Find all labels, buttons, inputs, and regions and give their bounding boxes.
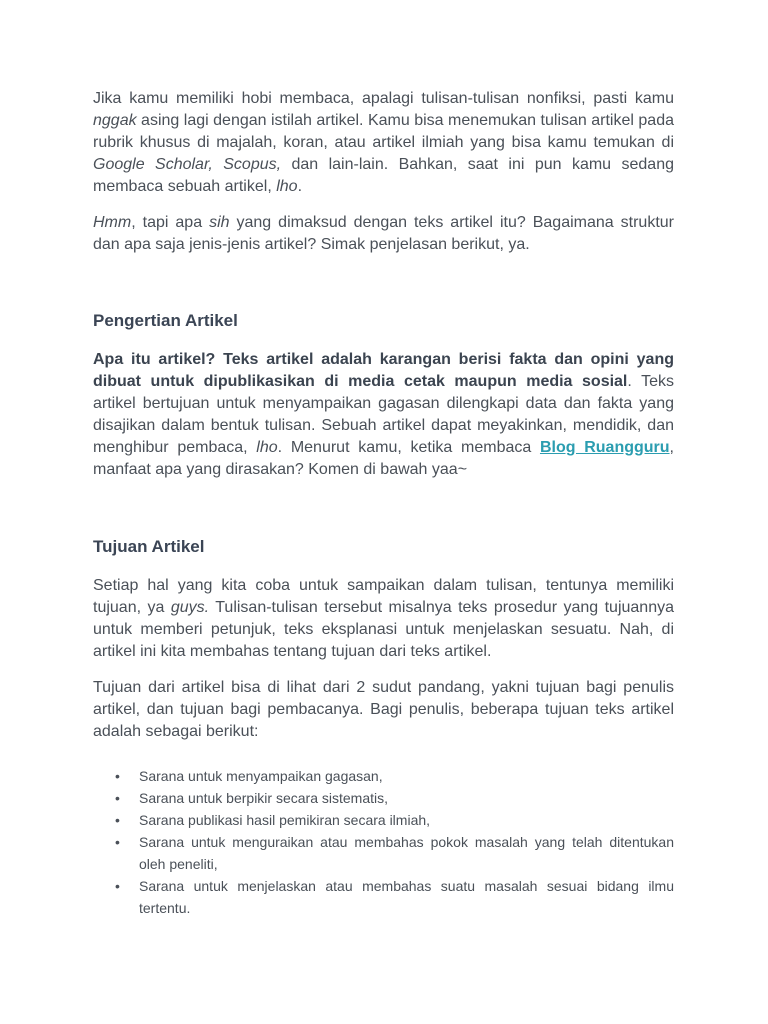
- italic-text: guys.: [170, 599, 210, 616]
- list-item: [115, 809, 674, 831]
- italic-text: sih: [209, 214, 230, 231]
- text-run: .: [297, 178, 303, 195]
- text-run: asing lagi dengan istilah artikel. Kamu bisa menemukan tulisan artikel pada rubrik khusus di majalah, koran, atau artikel ilmiah yang bisa kamu temukan di: [93, 112, 674, 151]
- list-item-text: Sarana publikasi hasil pemikiran secara ilmiah,: [139, 812, 431, 828]
- text-run: , manfaat apa yang dirasakan? Komen di bawah yaa~: [93, 439, 674, 478]
- blog-ruangguru-link[interactable]: Blog Ruangguru: [539, 439, 670, 456]
- bullet-icon: •: [115, 768, 120, 784]
- bullet-icon: •: [115, 834, 120, 850]
- bullet-icon: •: [115, 878, 120, 894]
- text-run: dan lain-lain. Bahkan, saat ini pun kamu sedang membaca sebuah artikel,: [93, 156, 674, 195]
- list-item: [115, 875, 674, 919]
- text-run: . Teks artikel bertujuan untuk menyampaikan gagasan dilengkapi data dan fakta yang disajikan dalam bentuk tulisan. Sebuah artikel dapat meyakinkan, mendidik, dan menghibur pembaca,: [93, 373, 675, 456]
- purpose-paragraph-2: Tujuan dari artikel bisa di lihat dari 2 sudut pandang, yakni tujuan bagi penulis artikel, dan tujuan bagi pembacanya. Bagi penulis, beberapa tujuan teks artikel adalah sebagai berikut:: [93, 679, 674, 740]
- section-heading-pengertian: Pengertian Artikel: [93, 311, 238, 330]
- italic-text: Google Scholar, Scopus,: [93, 156, 282, 173]
- list-item: [115, 831, 674, 875]
- article-body: [93, 88, 674, 919]
- text-run: Jika kamu memiliki hobi membaca, apalagi tulisan-tulisan nonfiksi, pasti kamu: [93, 90, 674, 107]
- list-item-text: Sarana untuk menyampaikan gagasan,: [139, 768, 383, 784]
- section-heading-tujuan: Tujuan Artikel: [93, 537, 205, 556]
- italic-text: lho: [256, 439, 278, 456]
- list-item-text: Sarana untuk menjelaskan atau membahas suatu masalah sesuai bidang ilmu tertentu.: [139, 878, 674, 916]
- text-run: . Menurut kamu, ketika membaca: [277, 439, 540, 456]
- text-run: yang dimaksud dengan teks artikel itu? Bagaimana struktur dan apa saja jenis-jenis artikel? Simak penjelasan berikut, ya.: [93, 214, 674, 253]
- list-item: [115, 765, 674, 787]
- list-item: [115, 787, 674, 809]
- intro-paragraph-2: [93, 212, 674, 256]
- purpose-paragraph-1: [93, 575, 674, 663]
- list-item-text: Sarana untuk berpikir secara sistematis,: [139, 790, 388, 806]
- italic-text: nggak: [93, 112, 137, 129]
- definition-paragraph: [93, 349, 674, 481]
- text-run: Tulisan-tulisan tersebut misalnya teks prosedur yang tujuannya untuk memberi petunjuk, teks eksplanasi untuk menjelaskan sesuatu. Nah, di artikel ini kita membahas tentang tujuan dari teks artikel.: [93, 599, 674, 660]
- text-run: Setiap hal yang kita coba untuk sampaikan dalam tulisan, tentunya memiliki tujuan, ya: [93, 577, 674, 616]
- bold-text: Apa itu artikel? Teks artikel adalah karangan berisi fakta dan opini yang dibuat untuk dipublikasikan di media cetak maupun media sosial: [93, 351, 674, 390]
- italic-text: Hmm: [93, 214, 132, 231]
- purpose-bullet-list: [93, 765, 674, 919]
- list-item-text: Sarana untuk menguraikan atau membahas pokok masalah yang telah ditentukan oleh peneliti,: [139, 834, 674, 872]
- bullet-icon: •: [115, 812, 120, 828]
- bullet-icon: •: [115, 790, 120, 806]
- italic-text: lho: [276, 178, 298, 195]
- text-run: , tapi apa: [131, 214, 210, 231]
- intro-paragraph-1: [93, 88, 674, 198]
